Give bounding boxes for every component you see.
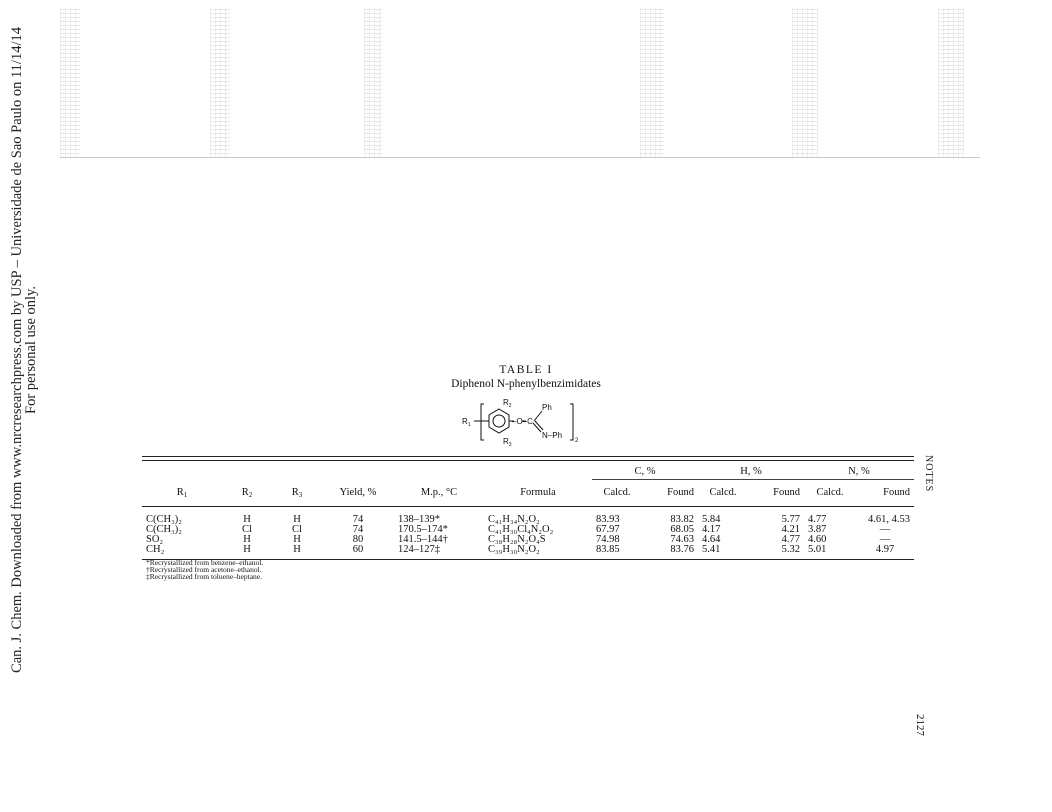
table-row [142,507,914,526]
scan-rule [60,157,980,158]
cell-h-found: 4.77 [781,534,800,545]
cell-c-found: 83.76 [642,545,698,560]
cell-n-found: — [879,524,891,535]
cell-c-calcd: 83.93 [596,514,620,525]
cell-h-found: 5.77 [781,514,800,525]
cell-c-calcd: 74.98 [596,534,620,545]
scan-remnant [210,8,230,158]
table-footnotes [146,559,263,580]
col-header-formula: Formula [484,480,592,507]
structure-ph-label: Ph [542,403,552,412]
col-header-n-found: Found [856,480,914,507]
col-header-r3: $R_3$ [272,480,322,507]
scan-remnant [364,8,382,158]
download-notice-line2: For personal use only. [23,286,39,414]
table-caption: Diphenol N-phenylbenzimidates [451,378,601,390]
cell-n-calcd: 4.77 [808,514,827,525]
col-header-h-found: Found [748,480,804,507]
col-header-yield: Yield, % [322,480,394,507]
cell-r3: H [272,545,322,560]
cell-formula: C₃₈H₂₈N₂O₄S [488,534,546,545]
cell-n-calcd: 3.87 [808,524,827,535]
running-head: NOTES [923,455,934,493]
footnote: *Recrystallized from benzene–ethanol. [146,558,264,567]
cell-c-calcd: 67.97 [596,524,620,535]
col-header-n-calcd: Calcd. [804,480,856,507]
cell-h-calcd: 5.41 [698,545,748,560]
cell-h-calcd: 4.64 [702,534,721,545]
cell-n-calcd: 5.01 [804,545,856,560]
structure-multiplier: 2 [575,438,579,444]
col-header-c-found: Found [642,480,698,507]
structure-r2-label: $R_2$ [503,398,512,409]
page-number: 2127 [914,714,926,736]
cell-r2: H [243,514,251,525]
structure-r3-label: $R_3$ [503,437,512,446]
cell-h-calcd: 4.17 [702,524,721,535]
cell-r3: H [293,534,301,545]
cell-r3: Cl [292,524,302,535]
col-header-c-calcd: Calcd. [592,480,642,507]
cell-n-found: 4.61, 4.53 [868,514,910,525]
footnote: †Recrystallized from acetone–ethanol. [146,565,262,574]
cell-formula: C₄₁H₃₀Cl₄N₂O₂ [488,524,554,535]
cell-n-found: 4.97 [856,545,914,560]
download-notice [10,0,50,700]
group-header-carbon: C, % [592,461,698,480]
cell-r1: SO₂ [146,534,164,545]
cell-yield: 74 [352,524,364,535]
cell-yield: 60 [322,545,394,560]
footnote: ‡Recrystallized from toluene–heptane. [146,572,262,581]
cell-mp: 138–139* [398,514,440,525]
group-header-nitrogen: N, % [804,461,914,480]
scan-remnant [938,8,964,158]
group-header-hydrogen: H, % [698,461,804,480]
structure-nph-label: N–Ph [542,431,563,440]
cell-c-found: 68.05 [670,524,694,535]
table-title: TABLE I [499,364,553,376]
structure-diagram [462,396,592,446]
cell-formula: C₃₉H₃₀N₂O₂ [484,545,592,560]
cell-c-calcd: 83.85 [592,545,642,560]
scan-remnant [792,8,818,158]
cell-n-found: — [879,534,891,545]
cell-r2: H [243,534,251,545]
cell-h-found: 4.21 [781,524,800,535]
cell-c-found: 74.63 [670,534,694,545]
cell-mp: 141.5–144† [398,534,448,545]
cell-mp: 124–127‡ [394,545,484,560]
cell-yield: 80 [352,534,364,545]
cell-c-found: 83.82 [670,514,694,525]
benzimidate-table [142,456,914,560]
cell-r1: CH₂ [142,545,222,560]
cell-r2: H [222,545,272,560]
cell-r3: H [293,514,301,525]
cell-h-found: 5.32 [748,545,804,560]
cell-r1: C(CH₃)₂ [146,514,182,525]
download-notice-line1: Can. J. Chem. Downloaded from www.nrcresearchpress.com by USP – Universidade de Sao Paulo on 11/14/14 [9,27,25,673]
col-header-h-calcd: Calcd. [698,480,748,507]
cell-mp: 170.5–174* [398,524,448,535]
scan-remnant [60,8,80,158]
scan-remnant [640,8,664,158]
cell-yield: 74 [352,514,364,525]
col-header-r1: $R_1$ [142,480,222,507]
cell-r2: Cl [242,524,252,535]
col-header-r2: $R_2$ [222,480,272,507]
cell-h-calcd: 5.84 [702,514,721,525]
structure-oxygen-label: –O–C [512,417,533,426]
structure-r1-label: $R_1$ [462,417,471,428]
cell-formula: C₄₁H₃₄N₂O₂ [488,514,540,525]
cell-n-calcd: 4.60 [808,534,827,545]
cell-r1: C(CH₃)₂ [146,524,182,535]
col-header-mp: M.p., °C [394,480,484,507]
